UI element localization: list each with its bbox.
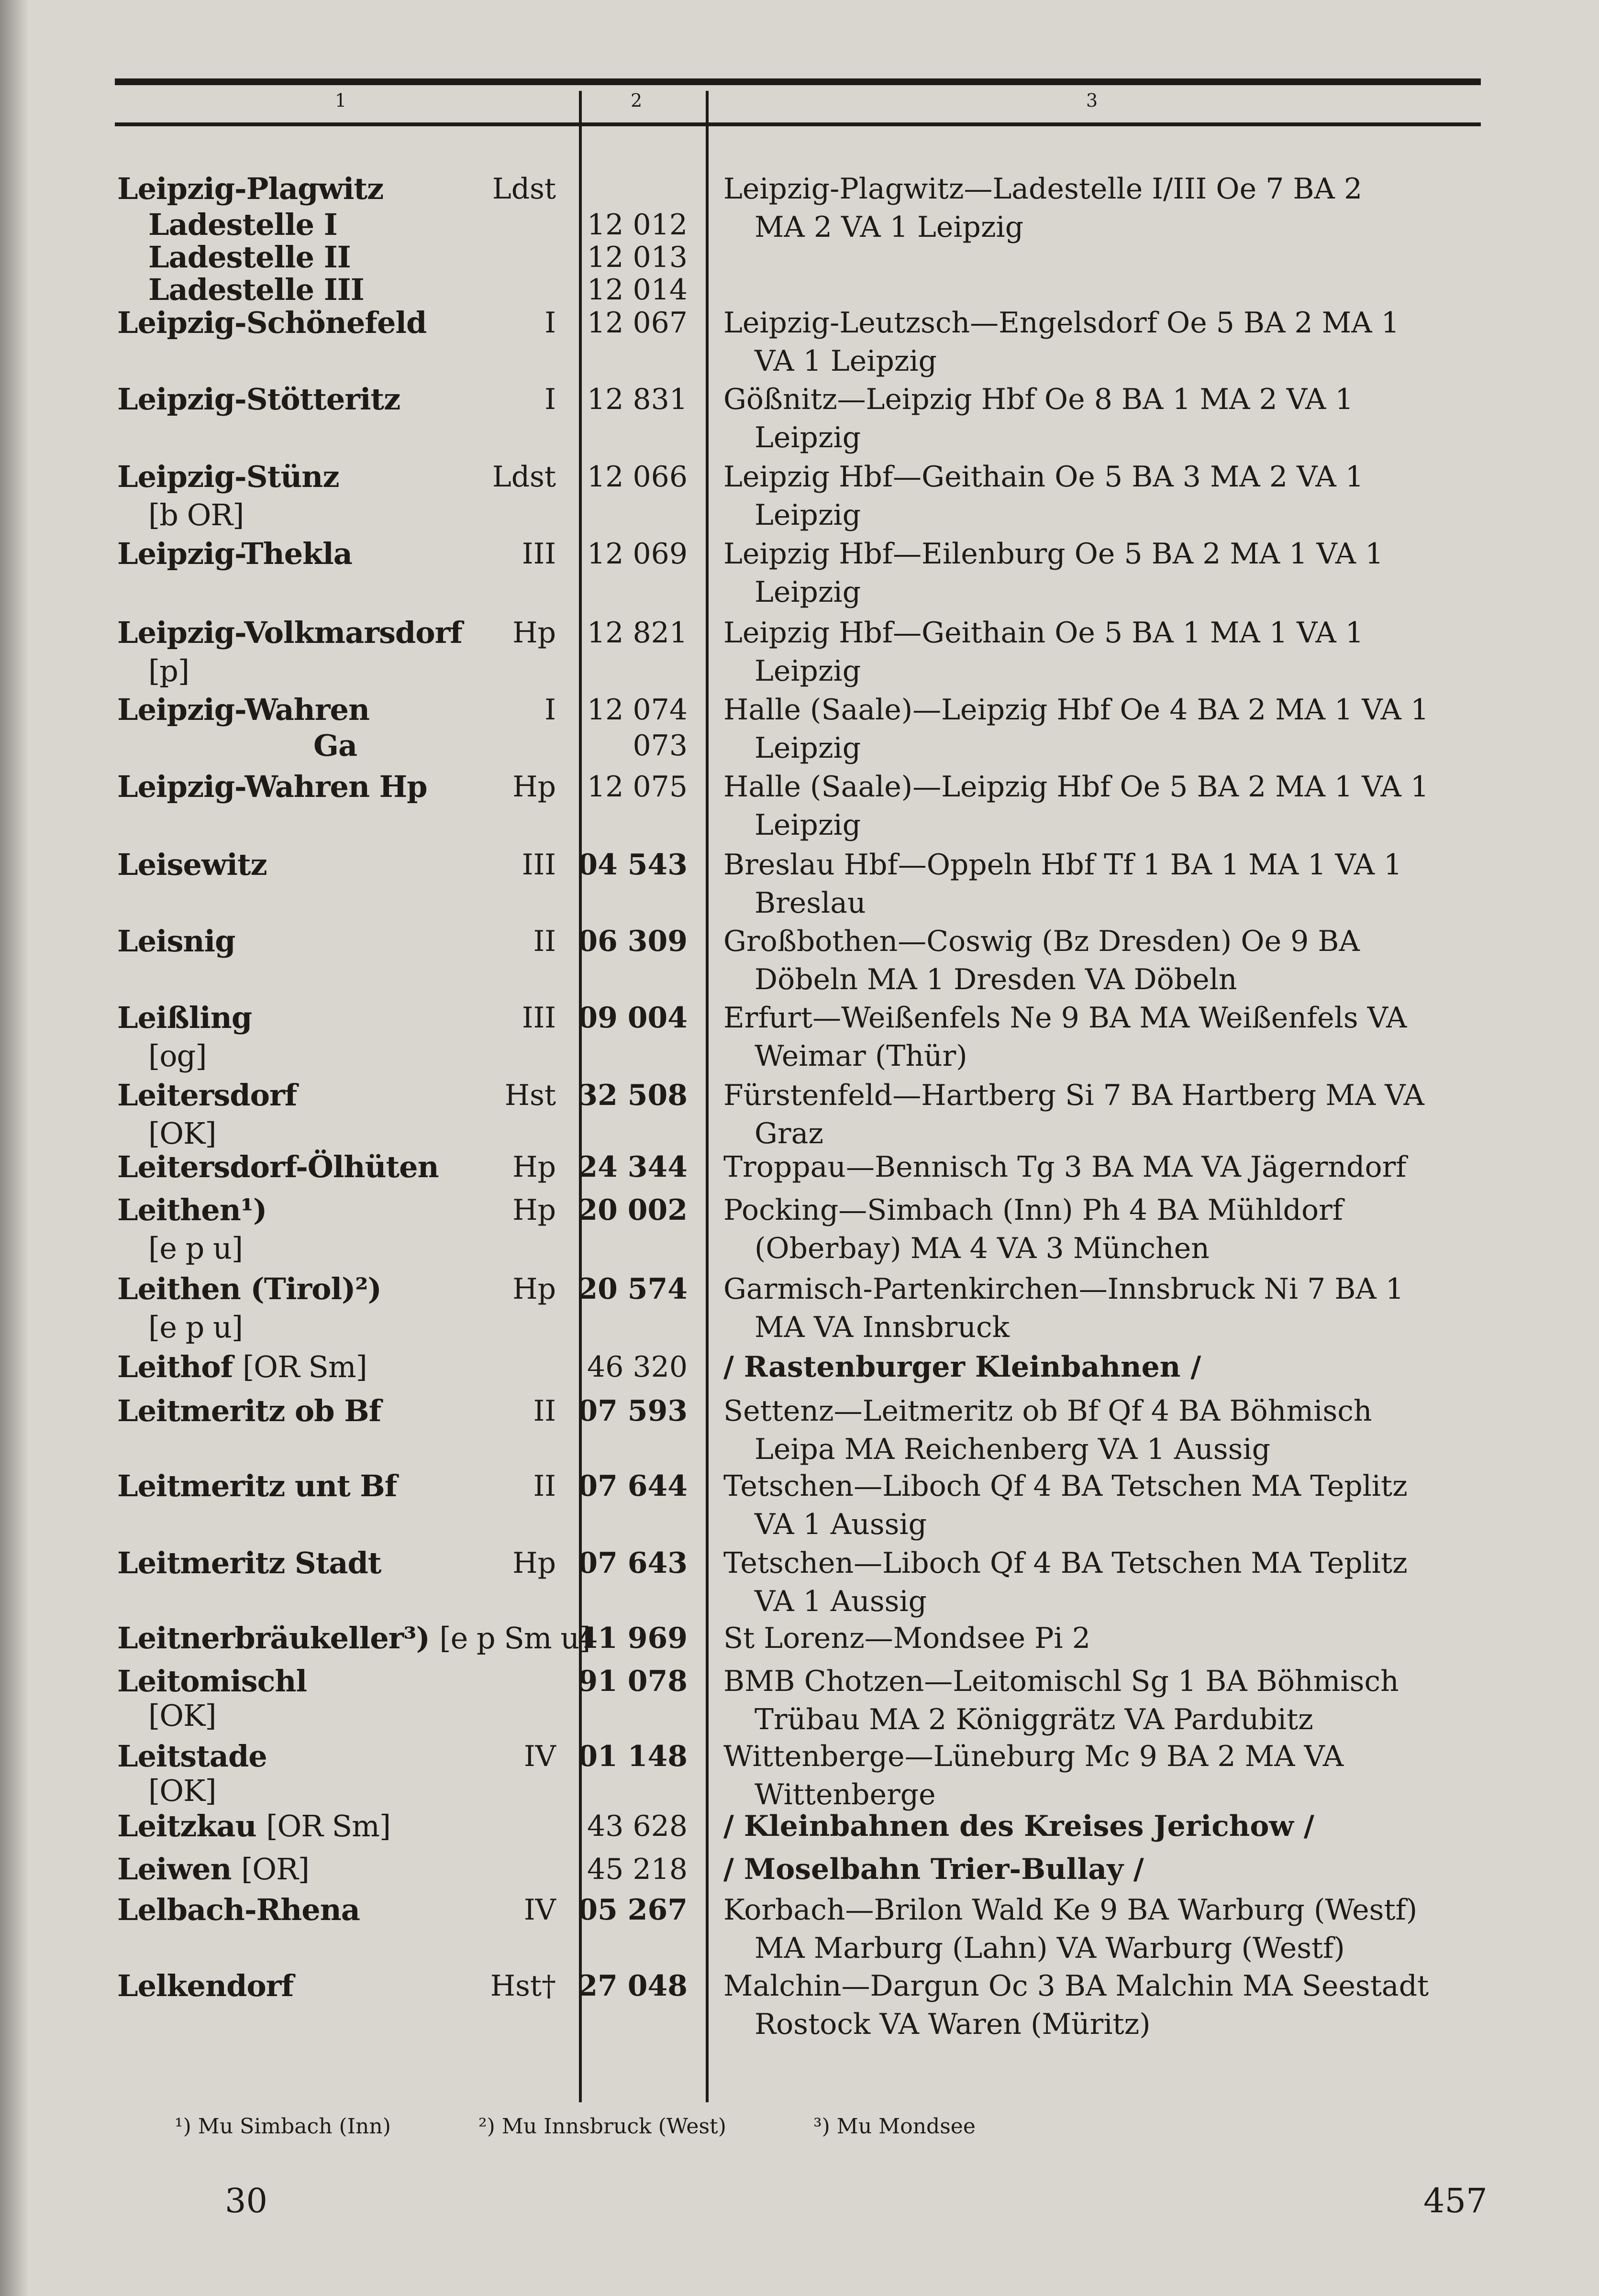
station-name-main: Leiwen [117, 1852, 232, 1887]
station-class: I [544, 306, 556, 340]
route-line: Leipzig [755, 498, 861, 532]
station-name [117, 1619, 590, 1657]
station-number: 46 320 [587, 1350, 688, 1384]
station-name: Ladestelle II [148, 240, 351, 275]
station-note: [e p u] [148, 1310, 243, 1345]
station-name: Leipzig-Wahren Hp [117, 769, 427, 804]
station-name-main: Leithof [117, 1349, 233, 1384]
page-number: 457 [1423, 2181, 1488, 2220]
route-info [723, 1392, 1489, 1468]
station-name-suffix: Ga [313, 728, 357, 763]
station-note: [OR Sm] [266, 1809, 391, 1843]
station-number: 06 309 [577, 925, 688, 958]
station-note: [b OR] [148, 497, 244, 532]
route-info [723, 1191, 1489, 1268]
station-name: Leisnig [117, 924, 235, 959]
route-info [723, 1850, 1489, 1888]
station-note: [og] [148, 1038, 207, 1073]
station-number: 05 267 [577, 1893, 688, 1927]
station-class: III [522, 1001, 556, 1035]
station-number: 27 048 [577, 1969, 688, 2003]
station-number: 12 831 [587, 383, 688, 416]
route-info [723, 1544, 1489, 1621]
station-name: Leipzig-Schönefeld [117, 305, 427, 340]
route-line: Garmisch-Partenkirchen—Innsbruck Ni 7 BA 1 [723, 1272, 1404, 1306]
header-col-3: 3 [1086, 90, 1098, 111]
route-line: Fürstenfeld—Hartberg Si 7 BA Hartberg MA VA [723, 1079, 1424, 1112]
station-name: Leithen¹) [117, 1192, 267, 1227]
route-line: MA Marburg (Lahn) VA Warburg (Westf) [755, 1932, 1345, 1965]
station-class: II [533, 1394, 556, 1428]
header-col-1: 1 [335, 90, 347, 111]
station-name: Leitmeritz ob Bf [117, 1393, 381, 1428]
station-number: 07 593 [577, 1394, 688, 1428]
station-number: 12 014 [587, 273, 688, 307]
station-number: 20 574 [577, 1272, 688, 1306]
route-info [723, 768, 1489, 844]
station-number: 45 218 [587, 1853, 688, 1886]
station-number: 12 013 [587, 241, 688, 274]
station-name: Leipzig-Stünz [117, 459, 339, 494]
route-info [723, 535, 1489, 611]
station-class: II [533, 1469, 556, 1503]
station-class: Hp [512, 616, 556, 650]
footnote-2: ²) Mu Innsbruck (West) [478, 2114, 726, 2139]
route-line: Pocking—Simbach (Inn) Ph 4 BA Mühldorf [723, 1193, 1343, 1227]
route-line: Malchin—Dargun Oc 3 BA Malchin MA Seestadt [723, 1969, 1429, 2003]
route-line: Erfurt—Weißenfels Ne 9 BA MA Weißenfels VA [723, 1001, 1407, 1035]
station-class: I [544, 383, 556, 416]
route-info [723, 1619, 1489, 1657]
station-name: Lelbach-Rhena [117, 1892, 360, 1927]
route-line: Gößnitz—Leipzig Hbf Oe 8 BA 1 MA 2 VA 1 [723, 383, 1354, 416]
station-number: 12 012 [587, 208, 688, 242]
route-line: Troppau—Bennisch Tg 3 BA MA VA Jägerndorf [723, 1150, 1407, 1184]
route-line: BMB Chotzen—Leitomischl Sg 1 BA Böhmisch [723, 1665, 1399, 1698]
route-info [723, 1270, 1489, 1347]
page-edge-shadow [0, 0, 29, 2296]
route-line: Leipa MA Reichenberg VA 1 Aussig [755, 1433, 1271, 1466]
header-col-2: 2 [631, 90, 643, 111]
route-line: Wittenberge [755, 1778, 936, 1811]
route-line: Breslau Hbf—Oppeln Hbf Tf 1 BA 1 MA 1 VA 1 [723, 848, 1402, 882]
route-line: Graz [755, 1117, 823, 1150]
route-line: Halle (Saale)—Leipzig Hbf Oe 4 BA 2 MA 1 VA 1 [723, 693, 1429, 727]
station-name-main: Leitzkau [117, 1809, 256, 1843]
station-note: [e p u] [148, 1231, 243, 1266]
route-info [723, 1467, 1489, 1544]
column-rule-2 [706, 91, 709, 2102]
station-name: Leipzig-Volkmarsdorf [117, 615, 462, 650]
route-line: Döbeln MA 1 Dresden VA Döbeln [755, 963, 1237, 996]
station-class: IV [523, 1740, 556, 1773]
station-class: Hp [512, 1150, 556, 1184]
route-line: Breslau [755, 886, 866, 920]
route-info [723, 614, 1489, 690]
station-number: 07 644 [577, 1469, 688, 1503]
station-class: Hst† [490, 1969, 556, 2003]
station-class: Hp [512, 1272, 556, 1306]
station-name-main: Leitnerbräukeller³) [117, 1621, 430, 1656]
signature-mark: 30 [225, 2181, 268, 2220]
station-number: 12 067 [587, 306, 688, 340]
station-class: Ldst [492, 172, 556, 206]
station-name: Ladestelle I [148, 207, 337, 242]
route-info [723, 458, 1489, 534]
station-name: Leipzig-Thekla [117, 536, 352, 571]
station-number: 20 002 [577, 1193, 688, 1227]
route-info [723, 846, 1489, 922]
station-note: [OK] [148, 1698, 216, 1733]
route-line: Leipzig [755, 421, 861, 454]
station-name: Leisewitz [117, 847, 267, 882]
route-line: Leipzig-Leutzsch—Engelsdorf Oe 5 BA 2 MA 1 [723, 306, 1399, 340]
station-note: [OR Sm] [242, 1349, 367, 1384]
route-line: / Rastenburger Kleinbahnen / [723, 1350, 1201, 1384]
station-note: [e p Sm u] [439, 1621, 590, 1656]
route-line: Leipzig [755, 731, 861, 765]
station-name: Leißling [117, 1000, 252, 1035]
station-class: III [522, 537, 556, 571]
route-info [723, 1076, 1489, 1153]
route-info [723, 1348, 1489, 1386]
route-line: Leipzig-Plagwitz—Ladestelle I/III Oe 7 BA 2 [723, 172, 1363, 206]
station-number: 12 075 [587, 770, 688, 804]
route-info [723, 1148, 1489, 1186]
station-name [117, 1807, 390, 1845]
footnote-3: ³) Mu Mondsee [813, 2114, 976, 2139]
station-note: [OR] [241, 1852, 309, 1887]
header-bottom-rule [115, 122, 1481, 126]
route-line: Weimar (Thür) [755, 1039, 967, 1073]
route-line: Halle (Saale)—Leipzig Hbf Oe 5 BA 2 MA 1 VA 1 [723, 770, 1429, 804]
route-line: Leipzig [755, 808, 861, 842]
station-name: Leitomischl [117, 1664, 307, 1699]
station-number: 12 074 [587, 693, 688, 727]
station-number: 12 821 [587, 616, 688, 650]
route-info [723, 691, 1489, 767]
footnote-1: ¹) Mu Simbach (Inn) [175, 2114, 391, 2139]
route-line: Leipzig [755, 575, 861, 609]
route-line: Leipzig Hbf—Geithain Oe 5 BA 1 MA 1 VA 1 [723, 616, 1364, 650]
route-line: Settenz—Leitmeritz ob Bf Qf 4 BA Böhmisch [723, 1394, 1372, 1428]
route-line: Leipzig [755, 654, 861, 688]
station-name: Leipzig-Plagwitz [117, 171, 384, 206]
station-name: Leitersdorf-Ölhüten [117, 1149, 439, 1184]
route-line: (Oberbay) MA 4 VA 3 München [755, 1232, 1210, 1265]
route-line: / Kleinbahnen des Kreises Jerichow / [723, 1810, 1314, 1843]
station-name: Leipzig-Stötteritz [117, 382, 400, 417]
station-number: 12 066 [587, 460, 688, 494]
route-info [723, 304, 1489, 380]
station-class: III [522, 848, 556, 882]
station-class: Hp [512, 1546, 556, 1580]
route-line: Leipzig Hbf—Geithain Oe 5 BA 3 MA 2 VA 1 [723, 460, 1364, 494]
route-info [723, 1891, 1489, 1967]
station-number-secondary: 073 [633, 729, 688, 762]
station-class: Ldst [492, 460, 556, 494]
station-class: Hst [504, 1079, 556, 1112]
station-name: Leitstade [117, 1739, 267, 1774]
station-name: Ladestelle III [148, 272, 364, 307]
route-info [723, 1807, 1489, 1845]
station-class: I [544, 693, 556, 727]
station-class: Hp [512, 770, 556, 804]
station-number: 04 543 [577, 848, 688, 882]
route-line: VA 1 Leipzig [755, 344, 937, 378]
station-name [117, 1850, 309, 1888]
station-number: 32 508 [577, 1079, 688, 1112]
station-number: 09 004 [577, 1001, 688, 1035]
station-number: 01 148 [577, 1740, 688, 1773]
station-name: Leitersdorf [117, 1078, 297, 1113]
station-name [117, 1348, 367, 1386]
station-number: 07 643 [577, 1546, 688, 1580]
route-line: Tetschen—Liboch Qf 4 BA Tetschen MA Teplitz [723, 1469, 1408, 1503]
station-class: II [533, 925, 556, 958]
route-line: MA 2 VA 1 Leipzig [755, 210, 1024, 244]
route-line: Wittenberge—Lüneburg Mc 9 BA 2 MA VA [723, 1740, 1344, 1773]
station-number: 91 078 [577, 1665, 688, 1698]
station-note: [OK] [148, 1773, 216, 1808]
station-class: IV [523, 1893, 556, 1927]
route-info [723, 1662, 1489, 1739]
route-info [723, 1967, 1489, 2043]
route-line: / Moselbahn Trier-Bullay / [723, 1853, 1144, 1886]
route-line: Tetschen—Liboch Qf 4 BA Tetschen MA Teplitz [723, 1546, 1408, 1580]
route-info [723, 170, 1489, 246]
route-info [723, 999, 1489, 1075]
station-name: Leitmeritz unt Bf [117, 1468, 397, 1503]
route-line: St Lorenz—Mondsee Pi 2 [723, 1622, 1090, 1655]
station-number: 12 069 [587, 537, 688, 571]
route-line: Rostock VA Waren (Müritz) [755, 2008, 1151, 2041]
station-number: 24 344 [577, 1150, 688, 1184]
station-note: [OK] [148, 1116, 216, 1151]
route-line: VA 1 Aussig [755, 1508, 927, 1541]
station-name: Leitmeritz Stadt [117, 1545, 381, 1580]
route-line: Großbothen—Coswig (Bz Dresden) Oe 9 BA [723, 925, 1360, 958]
route-info [723, 380, 1489, 457]
station-class: Hp [512, 1193, 556, 1227]
route-line: Leipzig Hbf—Eilenburg Oe 5 BA 2 MA 1 VA 1 [723, 537, 1384, 571]
station-number: 41 969 [577, 1622, 688, 1655]
route-info [723, 922, 1489, 999]
route-line: VA 1 Aussig [755, 1585, 927, 1618]
route-line: Korbach—Brilon Wald Ke 9 BA Warburg (Westf) [723, 1893, 1418, 1927]
station-number: 43 628 [587, 1810, 688, 1843]
station-name: Lelkendorf [117, 1968, 294, 2003]
header-top-rule [115, 78, 1481, 85]
route-info [723, 1737, 1489, 1814]
station-name: Leithen (Tirol)²) [117, 1271, 381, 1306]
route-line: MA VA Innsbruck [755, 1311, 1010, 1344]
station-note: [p] [148, 653, 189, 688]
route-line: Trübau MA 2 Königgrätz VA Pardubitz [755, 1703, 1313, 1736]
station-name: Leipzig-Wahren [117, 692, 370, 727]
